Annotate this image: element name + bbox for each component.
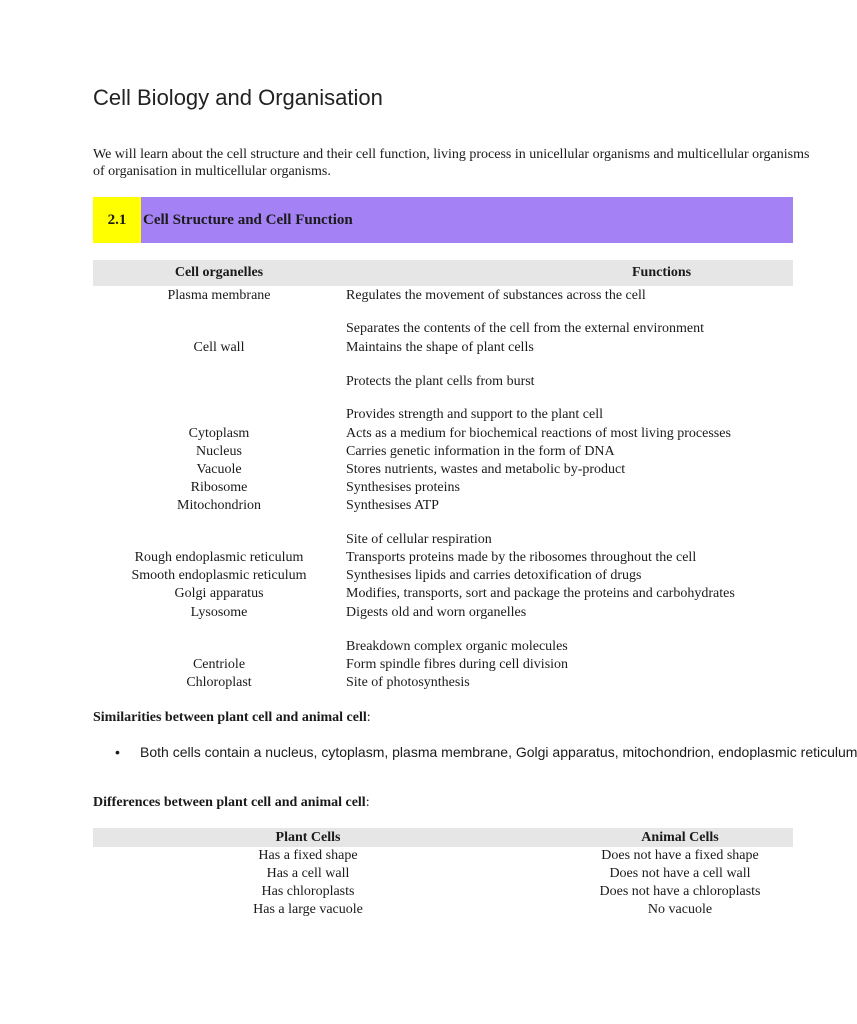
- organelle-function: Synthesises lipids and carries detoxification of drugs: [346, 568, 642, 583]
- organelle-function: Synthesises proteins: [346, 480, 460, 495]
- organelle-name: Lysosome: [190, 605, 248, 620]
- animal-cell-item: Does not have a chloroplasts: [599, 884, 761, 899]
- plant-cell-item: Has a cell wall: [266, 866, 350, 881]
- plant-cell-item: Has a fixed shape: [258, 848, 358, 863]
- organelle-name: Cell wall: [193, 340, 245, 355]
- animal-cell-item: No vacuole: [647, 902, 713, 917]
- organelle-function: Carries genetic information in the form of DNA: [346, 444, 615, 459]
- organelle-name: Nucleus: [196, 444, 242, 459]
- intro-line-1: We will learn about the cell structure and their cell function, living process in unicellular organisms and multicellular organisms: [93, 147, 810, 162]
- similarity-text: Both cells contain a nucleus, cytoplasm, plasma membrane, Golgi apparatus, mitochondrion, endoplasmic reticulum: [140, 744, 857, 760]
- organelle-name: Ribosome: [190, 480, 248, 495]
- organelle-name: Rough endoplasmic reticulum: [134, 550, 304, 565]
- organelle-function: Separates the contents of the cell from the external environment: [346, 321, 705, 336]
- intro-paragraph: [93, 146, 813, 180]
- plant-cell-item: Has a large vacuole: [253, 902, 363, 917]
- bullet-icon: •: [115, 744, 120, 760]
- organelle-name: Smooth endoplasmic reticulum: [131, 568, 307, 583]
- organelle-name: Mitochondrion: [177, 498, 261, 513]
- organelle-function: Provides strength and support to the plant cell: [346, 407, 604, 422]
- section-number: 2.1: [93, 197, 141, 243]
- organelle-function: Modifies, transports, sort and package the proteins and carbohydrates: [346, 586, 735, 601]
- similarities-heading-text: Similarities between plant cell and animal cell: [93, 710, 367, 725]
- organelle-name: Plasma membrane: [167, 288, 271, 303]
- animal-cell-item: Does not have a fixed shape: [601, 848, 759, 863]
- organelle-function: Site of photosynthesis: [346, 675, 470, 690]
- animal-cell-item: Does not have a cell wall: [609, 866, 751, 881]
- section-banner: [93, 197, 793, 243]
- organelle-function: Breakdown complex organic molecules: [346, 639, 568, 654]
- organelle-function: Acts as a medium for biochemical reactions of most living processes: [346, 426, 731, 441]
- organelle-name: Golgi apparatus: [174, 586, 264, 601]
- organelle-function: Maintains the shape of plant cells: [346, 340, 534, 355]
- plant-cell-item: Has chloroplasts: [261, 884, 355, 899]
- differences-heading: [93, 795, 370, 811]
- organelle-function: Protects the plant cells from burst: [346, 374, 535, 389]
- organelle-name: Chloroplast: [186, 675, 252, 690]
- similarities-heading: [93, 710, 371, 726]
- similarities-colon: :: [366, 710, 371, 725]
- organelle-name: Centriole: [192, 657, 246, 672]
- organelle-function: Transports proteins made by the ribosomes throughout the cell: [346, 550, 697, 565]
- organelle-function: Stores nutrients, wastes and metabolic by-product: [346, 462, 626, 477]
- organelle-function: Form spindle fibres during cell division: [346, 657, 569, 672]
- page-title: Cell Biology and Organisation: [93, 85, 383, 110]
- organelle-name: Cytoplasm: [188, 426, 250, 441]
- list-item: [115, 744, 857, 760]
- organelle-function: Digests old and worn organelles: [346, 605, 527, 620]
- differences-colon: :: [365, 795, 370, 810]
- organelle-function: Site of cellular respiration: [346, 532, 492, 547]
- header-functions: Functions: [632, 265, 692, 280]
- differences-heading-text: Differences between plant cell and animal cell: [93, 795, 366, 810]
- organelle-function: Synthesises ATP: [346, 498, 439, 513]
- organelle-table-header: [93, 260, 793, 286]
- organelle-name: Vacuole: [196, 462, 242, 477]
- differences-table-header: [93, 828, 793, 847]
- header-animal-cells: Animal Cells: [641, 830, 719, 845]
- intro-line-2: of organisation in multicellular organisms.: [93, 164, 331, 179]
- section-title: Cell Structure and Cell Function: [143, 211, 353, 228]
- organelle-function: Regulates the movement of substances across the cell: [346, 288, 646, 303]
- header-plant-cells: Plant Cells: [275, 830, 341, 845]
- header-cell-organelles: Cell organelles: [174, 265, 264, 280]
